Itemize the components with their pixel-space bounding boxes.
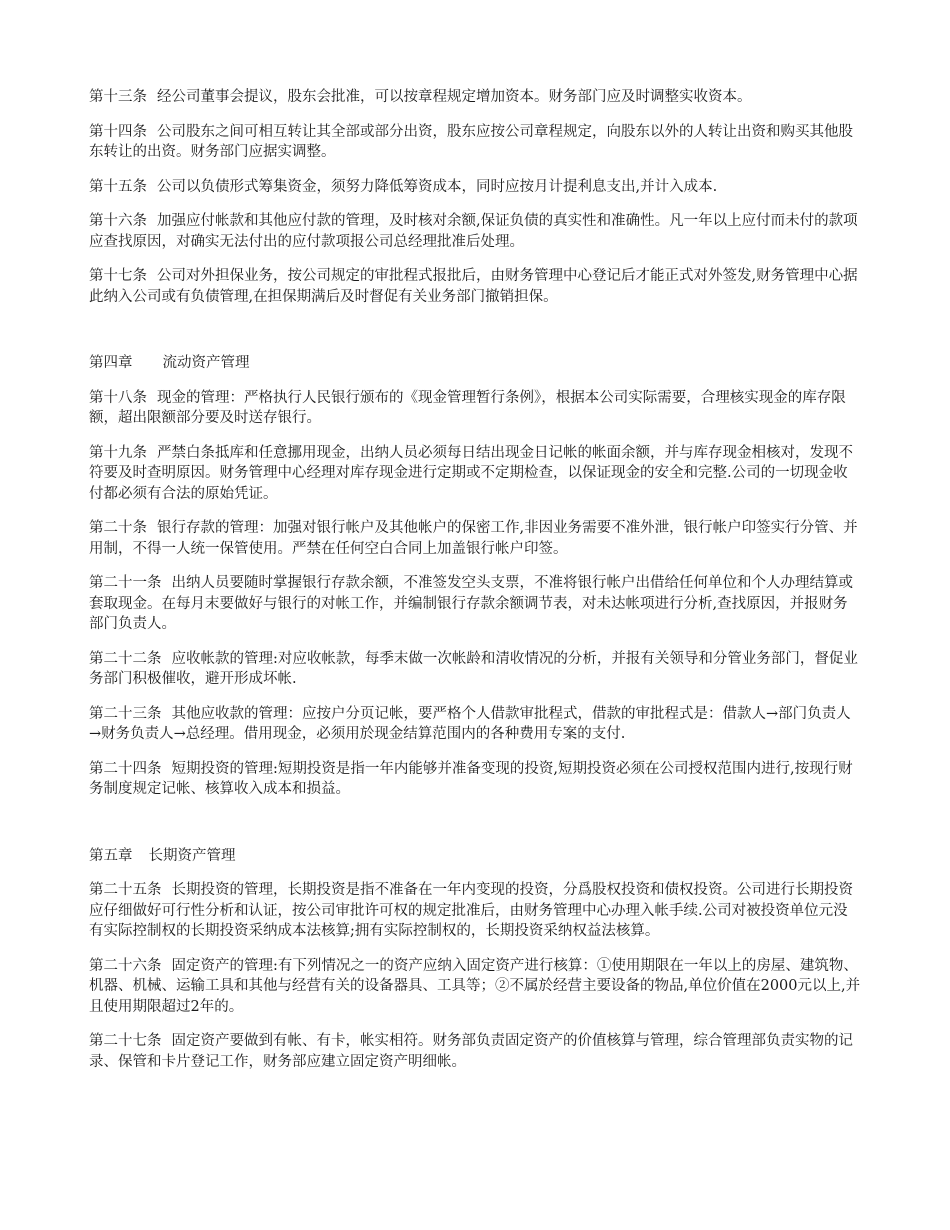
article-text: 其他应收款的管理：应按户分页记帐，要严格个人借款审批程式，借款的审批程式是：借款人→部门负责人→财务负责人→总经理。借用现金，必须用於现金结算范围内的各种费用专案的支付. xyxy=(89,705,851,742)
article-paragraph xyxy=(89,87,861,108)
article-number: 第十六条 xyxy=(89,213,147,229)
article-text: 长期投资的管理，长期投资是指不准备在一年内变现的投资，分爲股权投资和债权投资。公司进行长期投资应仔细做好可行性分析和认证，按公司审批许可权的规定批准后，由财务管理中心办理入帐手续.公司对被投资单位元没有实际控制权的长期投资采纳成本法核算;拥有实际控制权的，长期投资采纳权益法核算。 xyxy=(89,882,853,939)
article-number: 第十三条 xyxy=(89,89,147,105)
chapter-heading xyxy=(89,353,861,374)
chapter-title: 长期资产管理 xyxy=(148,847,236,864)
article-number: 第二十七条 xyxy=(89,1033,162,1049)
document-body xyxy=(89,87,861,1086)
article-text: 应收帐款的管理:对应收帐款，每季末做一次帐龄和清收情况的分析，并报有关领导和分管业务部门，督促业务部门积极催收，避开形成坏帐. xyxy=(89,650,858,687)
article-paragraph xyxy=(89,518,861,559)
chapter-number: 第四章 xyxy=(89,355,133,371)
article-text: 银行存款的管理：加强对银行帐户及其他帐户的保密工作,非因业务需要不准外泄，银行帐户印签实行分管、并用制，不得一人统一保管使用。严禁在任何空白合同上加盖银行帐户印签。 xyxy=(89,520,858,557)
article-paragraph xyxy=(89,956,861,1018)
article-number: 第十九条 xyxy=(89,444,147,461)
article-text: 出纳人员要随时掌握银行存款余额，不准签发空头支票，不准将银行帐户出借给任何单位和个人办理结算或套取现金。在每月末要做好与银行的对帐工作，并编制银行存款余额调节表，对未达帐项进行分析,查找原因，并报财务部门负责人。 xyxy=(89,575,853,632)
article-paragraph xyxy=(89,704,861,745)
article-number: 第二十六条 xyxy=(89,957,162,974)
article-number: 第十七条 xyxy=(89,268,147,284)
article-number: 第二十条 xyxy=(89,520,147,536)
article-number: 第二十四条 xyxy=(89,760,162,777)
article-paragraph xyxy=(89,649,861,690)
article-text: 加强应付帐款和其他应付款的管理，及时核对余额,保证负债的真实性和准确性。凡一年以上应付而未付的款项应查找原因，对确实无法付出的应付款项报公司总经理批准后处理。 xyxy=(89,213,858,250)
article-text: 固定资产的管理:有下列情况之一的资产应纳入固定资产进行核算：①使用期限在一年以上的房屋、建筑物、机器、机械、运输工具和其他与经营有关的设备器具、工具等；②不属於经营主要设备的物品,单位价值在2000元以上,并且使用期限超过2年的。 xyxy=(89,957,861,1015)
article-number: 第二十一条 xyxy=(89,575,162,591)
article-number: 第十五条 xyxy=(89,178,147,195)
article-text: 严禁白条抵库和任意挪用现金，出纳人员必须每日结出现金日记帐的帐面余额，并与库存现金相核对，发现不符要及时查明原因。财务管理中心经理对库存现金进行定期或不定期检查，以保证现金的安全和完整.公司的一切现金收付都必须有合法的原始凭证。 xyxy=(89,444,853,502)
article-text: 公司对外担保业务，按公司规定的审批程式报批后，由财务管理中心登记后才能正式对外签发,财务管理中心据此纳入公司或有负债管理,在担保期满后及时督促有关业务部门撤销担保。 xyxy=(89,268,858,305)
article-paragraph xyxy=(89,177,861,198)
article-text: 固定资产要做到有帐、有卡，帐实相符。财务部负责固定资产的价值核算与管理，综合管理部负责实物的记录、保管和卡片登记工作，财务部应建立固定资产明细帐。 xyxy=(89,1033,853,1070)
article-text: 现金的管理：严格执行人民银行颁布的《现金管理暂行条例》，根据本公司实际需要，合理核实现金的库存限额，超出限额部分要及时送存银行。 xyxy=(89,389,846,426)
article-text: 短期投资的管理:短期投资是指一年内能够并准备变现的投资,短期投资必须在公司授权范围内进行,按现行财务制度规定记帐、核算收入成本和损益。 xyxy=(89,760,853,797)
article-number: 第二十二条 xyxy=(89,650,162,667)
article-number: 第十八条 xyxy=(89,389,147,406)
article-paragraph xyxy=(89,573,861,635)
article-paragraph xyxy=(89,388,861,429)
article-paragraph xyxy=(89,122,861,163)
article-paragraph xyxy=(89,759,861,800)
article-paragraph xyxy=(89,1031,861,1072)
article-number: 第二十三条 xyxy=(89,705,162,722)
article-paragraph xyxy=(89,880,861,942)
article-paragraph xyxy=(89,443,861,505)
article-number: 第十四条 xyxy=(89,123,147,140)
article-paragraph xyxy=(89,266,861,307)
chapter-number: 第五章 xyxy=(89,847,133,864)
article-text: 经公司董事会提议，股东会批准，可以按章程规定增加资本。财务部门应及时调整实收资本。 xyxy=(157,89,752,105)
article-text: 公司股东之间可相互转让其全部或部分出资，股东应按公司章程规定，向股东以外的人转让出资和购买其他股东转让的出资。财务部门应据实调整。 xyxy=(89,123,853,160)
article-paragraph xyxy=(89,211,861,252)
article-number: 第二十五条 xyxy=(89,882,162,898)
article-text: 公司以负债形式筹集资金，须努力降低筹资成本，同时应按月计提利息支出,并计入成本. xyxy=(157,178,718,195)
chapter-heading xyxy=(89,846,861,867)
chapter-title: 流动资产管理 xyxy=(162,355,250,371)
